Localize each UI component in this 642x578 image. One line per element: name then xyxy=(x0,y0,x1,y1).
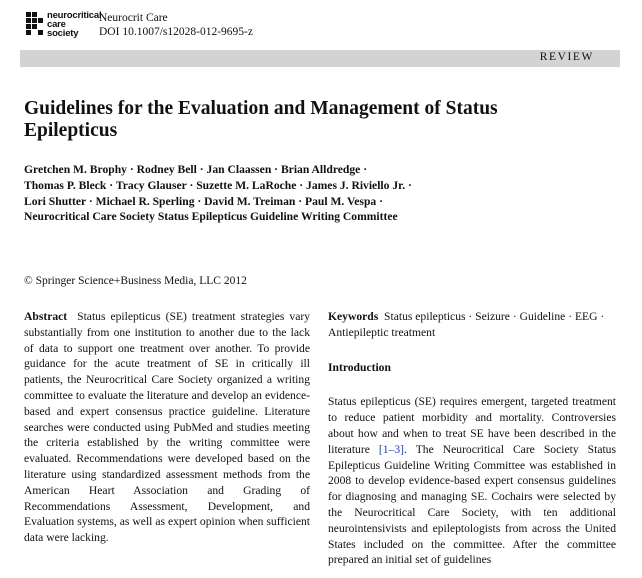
journal-name: Neurocrit Care xyxy=(99,12,168,24)
keywords-text: Status epilepticus · Seizure · Guideline · EEG · Antiepileptic treatment xyxy=(328,310,605,339)
abstract-block xyxy=(24,309,310,546)
section-banner xyxy=(20,50,620,67)
keywords-block xyxy=(328,309,616,341)
author[interactable]: Tracy Glauser xyxy=(115,178,187,192)
introduction-heading: Introduction xyxy=(328,360,391,374)
author[interactable]: Gretchen M. Brophy xyxy=(24,163,127,176)
author[interactable]: James J. Riviello Jr. xyxy=(306,178,406,192)
citation-link[interactable]: [1–3] xyxy=(378,442,404,456)
article-title: Guidelines for the Evaluation and Management of Status Epilepticus xyxy=(24,98,498,141)
introduction-text-rest: . The Neurocritical Care Society Status Epilepticus Guideline Writing Committee was established in 2008 to develop evidence-based expert consensus guidelines for diagnosing and managing SE. Cochairs were selected by the Neurocritical Care Society, with ten additional neurointensivists and epileptologists from across the United States included on the committee. After the committee prepared an initial set of guidelines xyxy=(328,442,616,567)
author[interactable]: Jan Claassen xyxy=(206,163,272,176)
author[interactable]: Paul M. Vespa xyxy=(305,194,377,208)
author[interactable]: Brian Alldredge xyxy=(280,163,361,176)
introduction-text xyxy=(328,394,616,568)
logo-line: society xyxy=(47,28,79,39)
author[interactable]: Neurocritical Care Society Status Epilepticus Guideline Writing Committee xyxy=(24,210,398,224)
abstract-heading: Abstract xyxy=(24,310,68,323)
author[interactable]: Rodney Bell xyxy=(136,163,197,176)
journal-logo-icon xyxy=(26,12,43,36)
author[interactable]: Thomas P. Bleck xyxy=(24,178,107,192)
author[interactable]: Lori Shutter xyxy=(24,194,86,208)
logo-line: care xyxy=(47,19,66,30)
logo-line: neurocritical xyxy=(47,10,102,21)
introduction-text-start: Status epilepticus (SE) requires emergent, targeted treatment to reduce patient morbidity and mortality. Controversies about how and when to treat SE have been described in the literature xyxy=(328,395,616,456)
keywords-heading: Keywords xyxy=(328,310,379,323)
copyright-notice: © Springer Science+Business Media, LLC 2012 xyxy=(24,275,247,287)
section-label: REVIEW xyxy=(539,51,594,63)
doi-link[interactable]: DOI 10.1007/s12028-012-9695-z xyxy=(99,26,253,38)
logo-wordmark xyxy=(47,11,101,38)
author[interactable]: Suzette M. LaRoche xyxy=(196,178,297,192)
author-list: Gretchen M. Brophy · Rodney Bell · Jan Claassen · Brian Alldredge · Thomas P. Bleck · Tracy Glauser · Suzette M. LaRoche · James J. Riviello Jr. · Lori Shutter · Michael R. Sperling · David M. Treiman · Paul M. Vespa · Neurocritical Care Society Status Epilepticus Guideline Writing Committee xyxy=(24,163,412,224)
right-column xyxy=(328,309,616,568)
abstract-text: Status epilepticus (SE) treatment strategies vary substantially from one institution to another due to the lack of data to support one treatment over another. To provide guidance for the acute treatment of SE in critically ill patients, the Neurocritical Care Society organized a writing committee to evaluate the literature and develop an evidence-based and expert consensus practice guideline. Literature searches were conducted using PubMed and studies meeting the criteria established by the writing committee were evaluated. Recommendations were developed based on the literature using standardized assessment methods from the American Heart Association and Grading of Recommendations Assessment, Development, and Evaluation systems, as well as expert opinion when sufficient data were lacking. xyxy=(24,310,310,545)
author[interactable]: Michael R. Sperling xyxy=(95,194,195,208)
author[interactable]: David M. Treiman xyxy=(204,194,296,208)
